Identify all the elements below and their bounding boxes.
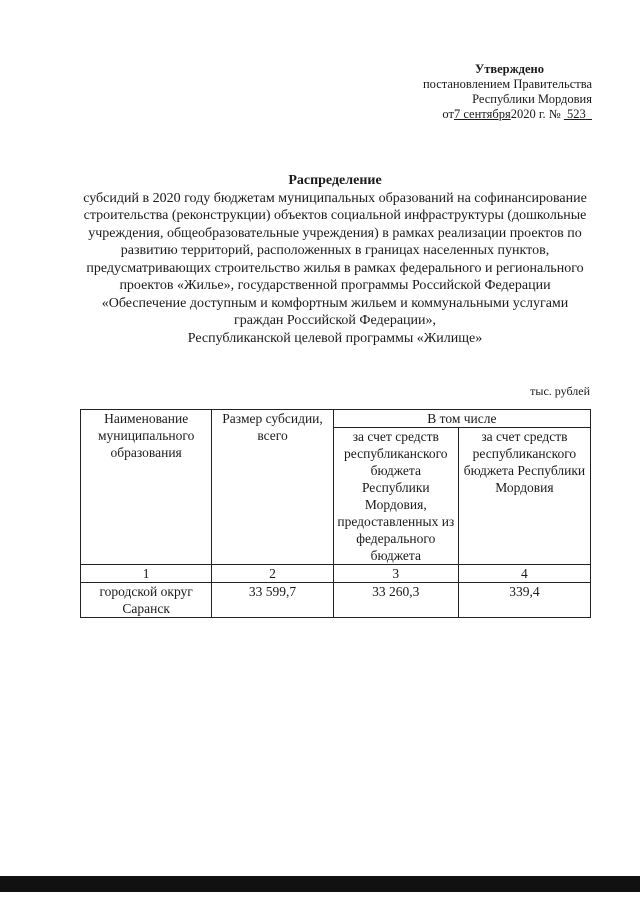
approval-line-2: Республики Мордовия (472, 92, 592, 106)
column-number: 1 (81, 565, 212, 583)
cell-municipality: городской округ Саранск (81, 583, 212, 618)
header-including: В том числе (333, 410, 590, 428)
approval-line-1: постановлением Правительства (422, 77, 592, 91)
title-body: субсидий в 2020 году бюджетам муниципальных образований на софинансирование строительства (реконструкции) объектов социальной инфраструктуры (дошкольные учреждения, общеобразовательные учреждения) в рамках реализации проектов по развитию территорий, расположенных в границах населенных пунктов, предусматривающих строительство жилья в рамках федерального и регионального проектов «Жилье», государственной программы Российской Федерации «Обеспечение доступным и комфортным жильем и коммунальными услугами граждан Российской Федерации», (83, 190, 587, 328)
approval-date-line (332, 107, 592, 122)
table-row (81, 583, 591, 618)
cell-total: 33 599,7 (212, 583, 333, 618)
column-number-row (81, 565, 591, 583)
column-number: 2 (212, 565, 333, 583)
document-title (80, 172, 590, 347)
header-federal: за счет средств республиканского бюджета Республики Мордовия, предоставленных из федерального бюджета (333, 428, 458, 565)
title-heading: Распределение (288, 173, 382, 188)
cell-republic: 339,4 (458, 583, 590, 618)
subsidy-table (80, 409, 591, 618)
date-suffix: 2020 г. № (510, 107, 561, 121)
scan-edge-bar (0, 876, 640, 892)
approved-label: Утверждено (475, 62, 544, 76)
date-value: 7 сентября (453, 107, 511, 121)
column-number: 3 (333, 565, 458, 583)
units-label: тыс. рублей (530, 384, 590, 398)
cell-federal: 33 260,3 (333, 583, 458, 618)
decree-number: 523 (567, 107, 586, 121)
header-row (81, 410, 591, 428)
header-republic: за счет средств республиканского бюджета Республики Мордовия (458, 428, 590, 565)
title-program: Республиканской целевой программы «Жилище» (187, 330, 483, 346)
approval-stamp (332, 62, 592, 122)
header-name: Наименование муниципального образования (81, 410, 212, 565)
date-prefix: от (442, 107, 454, 121)
header-size: Размер субсидии, всего (212, 410, 333, 565)
column-number: 4 (458, 565, 590, 583)
